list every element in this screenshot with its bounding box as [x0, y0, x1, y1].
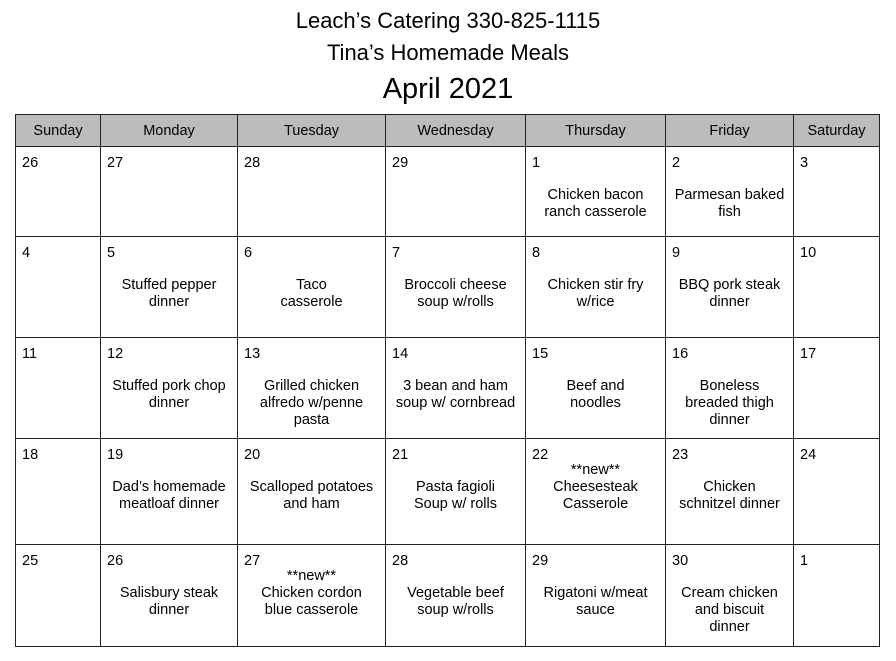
weekday-header-row	[16, 115, 880, 147]
meal-description: Cream chicken and biscuit dinner	[681, 585, 778, 635]
day-number: 21	[392, 447, 409, 463]
business-name-phone: Leach’s Catering 330-825-1115	[295, 8, 601, 33]
day-cell	[101, 545, 238, 647]
day-cell	[386, 338, 526, 439]
meal-description: Parmesan baked fish	[674, 187, 785, 220]
day-cell	[386, 545, 526, 647]
meal-description: Stuffed pork chop dinner	[112, 378, 226, 411]
meal-description: Pasta fagioli Soup w/ rolls	[413, 479, 497, 512]
day-cell	[526, 439, 666, 545]
day-cell	[666, 338, 794, 439]
day-number: 28	[244, 155, 261, 171]
day-number: 2	[672, 155, 681, 171]
day-cell	[526, 545, 666, 647]
meal-description: **new** Cheesesteak Casserole	[553, 462, 638, 512]
day-cell	[526, 147, 666, 237]
meal-description: Grilled chicken alfredo w/penne pasta	[259, 378, 364, 428]
day-number: 7	[392, 245, 401, 261]
day-cell	[794, 338, 880, 439]
weekday-header: Wednesday	[386, 115, 526, 147]
weekday-header: Monday	[101, 115, 238, 147]
day-number: 1	[800, 553, 809, 569]
day-number: 11	[22, 346, 38, 362]
meal-description: Broccoli cheese soup w/rolls	[404, 277, 507, 310]
day-cell	[238, 545, 386, 647]
day-number: 27	[107, 155, 124, 171]
day-number: 9	[672, 245, 681, 261]
day-cell	[101, 439, 238, 545]
meal-description: Stuffed pepper dinner	[121, 277, 217, 310]
meal-description: Rigatoni w/meat sauce	[543, 585, 648, 618]
day-cell	[16, 338, 101, 439]
day-number: 6	[244, 245, 253, 261]
day-cell	[16, 439, 101, 545]
day-number: 28	[392, 553, 409, 569]
meal-description: Scalloped potatoes and ham	[249, 479, 374, 512]
day-number: 1	[532, 155, 541, 171]
meal-description: **new** Chicken cordon blue casserole	[261, 568, 362, 618]
day-cell	[101, 338, 238, 439]
day-cell	[386, 439, 526, 545]
week-row	[16, 237, 880, 338]
day-cell	[794, 147, 880, 237]
meal-description: Boneless breaded thigh dinner	[685, 378, 774, 428]
day-cell	[666, 237, 794, 338]
day-number: 20	[244, 447, 261, 463]
meal-description: Taco casserole	[280, 277, 343, 310]
day-number: 24	[800, 447, 817, 463]
day-cell	[794, 237, 880, 338]
day-cell	[794, 439, 880, 545]
meal-description: Salisbury steak dinner	[119, 585, 219, 618]
day-cell	[238, 439, 386, 545]
day-cell	[238, 237, 386, 338]
meal-description: Vegetable beef soup w/rolls	[407, 585, 504, 618]
day-number: 5	[107, 245, 116, 261]
week-row	[16, 147, 880, 237]
day-cell	[16, 237, 101, 338]
day-number: 19	[107, 447, 124, 463]
day-cell	[794, 545, 880, 647]
day-cell	[238, 147, 386, 237]
day-number: 17	[800, 346, 817, 362]
day-cell	[238, 338, 386, 439]
day-number: 8	[532, 245, 541, 261]
day-number: 22	[532, 447, 549, 463]
weekday-header: Friday	[666, 115, 794, 147]
meal-calendar	[15, 114, 880, 647]
day-cell	[101, 147, 238, 237]
weekday-header: Saturday	[794, 115, 880, 147]
day-cell	[666, 545, 794, 647]
day-cell	[666, 439, 794, 545]
meal-description: Dad’s homemade meatloaf dinner	[112, 479, 226, 512]
weekday-header: Tuesday	[238, 115, 386, 147]
day-cell	[386, 147, 526, 237]
day-number: 12	[107, 346, 124, 362]
day-cell	[526, 338, 666, 439]
day-number: 15	[532, 346, 549, 362]
day-number: 26	[107, 553, 124, 569]
weekday-header: Thursday	[526, 115, 666, 147]
meal-description: Chicken bacon ranch casserole	[544, 187, 647, 220]
month-title: April 2021	[382, 73, 514, 105]
day-cell	[16, 147, 101, 237]
day-number: 26	[22, 155, 39, 171]
day-cell	[101, 237, 238, 338]
day-number: 30	[672, 553, 689, 569]
day-cell	[16, 545, 101, 647]
day-number: 18	[22, 447, 39, 463]
week-row	[16, 338, 880, 439]
day-number: 29	[392, 155, 409, 171]
day-number: 13	[244, 346, 261, 362]
day-number: 4	[22, 245, 31, 261]
meal-description: Chicken schnitzel dinner	[679, 479, 780, 512]
week-row	[16, 545, 880, 647]
meal-description: Beef and noodles	[566, 378, 625, 411]
day-cell	[666, 147, 794, 237]
weekday-header: Sunday	[16, 115, 101, 147]
day-number: 23	[672, 447, 689, 463]
meal-description: 3 bean and ham soup w/ cornbread	[395, 378, 516, 411]
day-cell	[386, 237, 526, 338]
meal-description: Chicken stir fry w/rice	[547, 277, 644, 310]
day-number: 27	[244, 553, 261, 569]
meal-description: BBQ pork steak dinner	[678, 277, 781, 310]
day-number: 25	[22, 553, 39, 569]
day-cell	[526, 237, 666, 338]
week-row	[16, 439, 880, 545]
day-number: 29	[532, 553, 549, 569]
day-number: 10	[800, 245, 817, 261]
business-subtitle: Tina’s Homemade Meals	[326, 40, 570, 65]
day-number: 3	[800, 155, 809, 171]
day-number: 14	[392, 346, 409, 362]
day-number: 16	[672, 346, 689, 362]
